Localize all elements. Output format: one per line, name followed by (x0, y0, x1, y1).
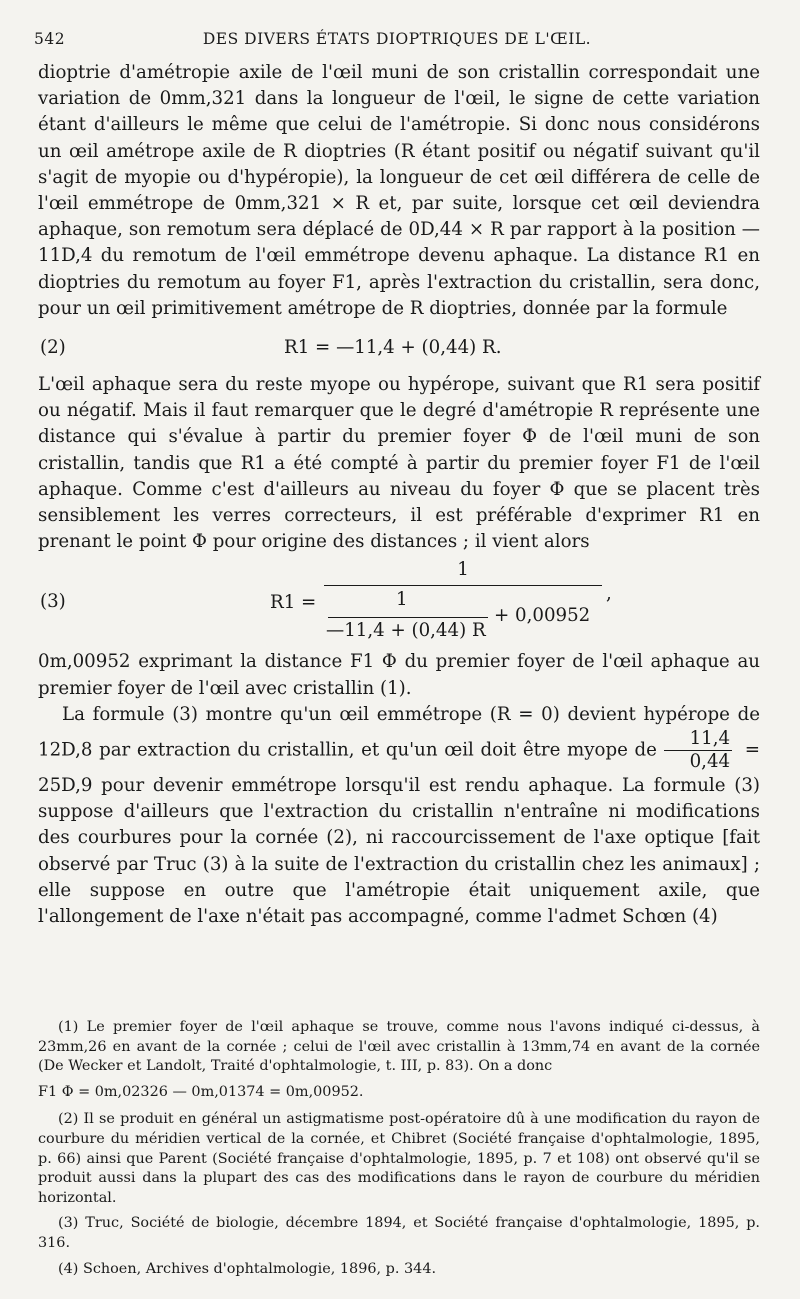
footnote-4: (4) Schoen, Archives d'ophtalmologie, 1896, p. 344. (58, 1260, 437, 1277)
equation-3-constant: + 0,00952 (494, 605, 591, 627)
page-header (34, 26, 760, 52)
inline-fraction-denominator: 0,44 (689, 751, 731, 773)
equation-2-label: (2) (40, 337, 66, 359)
running-title: DES DIVERS ÉTATS DIOPTRIQUES DE L'ŒIL. (202, 30, 592, 48)
equation-3-comma: , (606, 583, 612, 605)
equation-3-fraction (324, 557, 612, 642)
footnote-1-formula: F1 Φ = 0m,02326 — 0m,01374 = 0m,00952. (38, 1083, 364, 1100)
fraction-bar (324, 585, 602, 586)
footnote-3: (3) Truc, Société de biologie, décembre 1894, et Société française d'ophtalmologie, 1895, p. 316. (38, 1215, 760, 1251)
equation-2-formula: R1 = —11,4 + (0,44) R. (284, 337, 502, 359)
inner-denominator: —11,4 + (0,44) R (326, 620, 486, 642)
equation-3-label: (3) (40, 591, 66, 613)
main-text (38, 60, 760, 930)
equation-3-lhs: R1 = (270, 592, 317, 614)
paragraph-4 (38, 702, 760, 930)
inline-fraction (664, 728, 733, 773)
footnotes (38, 1018, 760, 1279)
footnote-1: (1) Le premier foyer de l'œil aphaque se trouve, comme nous l'avons indiqué ci-dessus, à 23mm,26 en avant de la cornée ; celui de l'œil avec cristallin à 13mm,74 en avant de la cornée (De Wecker et Landolt, Traité d'ophtalmologie, t. III, p. 83). On a donc (38, 1019, 760, 1075)
equation-3 (38, 557, 760, 649)
page-number: 542 (34, 30, 66, 48)
paragraph-3: 0m,00952 exprimant la distance F1 Φ du premier foyer de l'œil aphaque au premier foyer de l'œil avec cristallin (1). (38, 651, 760, 699)
inner-numerator: 1 (396, 589, 408, 611)
paragraph-2: L'œil aphaque sera du reste myope ou hypérope, suivant que R1 sera positif ou négatif. Mais il faut remarquer que le degré d'amétropie R représente une distance qui s'évalue à partir du premier foyer Φ de l'œil muni de son cristallin, tandis que R1 a été compté à partir du premier foyer F1 de l'œil aphaque. Comme c'est d'ailleurs au niveau du foyer Φ que se placent très sensiblement les verres correcteurs, il est préférable d'exprimer R1 en prenant le point Φ pour origine des distances ; il vient alors (38, 374, 760, 553)
paragraph-4-start: La formule (3) montre qu'un œil emmétrope (R = 0) devient hypérope de 12D,8 par extraction du cristallin, et qu'un œil doit être myope de (38, 703, 760, 761)
footnote-2: (2) Il se produit en général un astigmatisme post-opératoire dû à une modification du rayon de courbure du méridien vertical de la cornée, et Chibret (Société française d'ophtalmologie, 1895, p. 66) ainsi que Parent (Société française d'ophtalmologie, 1895, p. 7 et 108) ont observé qu'il se produit aussi dans la plupart des cas des modifications dans le rayon de courbure du méridien horizontal. (38, 1111, 760, 1206)
equation-2 (38, 322, 760, 372)
equation-3-numerator: 1 (457, 559, 469, 581)
inline-fraction-numerator: 11,4 (664, 728, 733, 751)
paragraph-4-end: = 25D,9 pour devenir emmétrope lorsqu'il est rendu aphaque. La formule (3) suppose d'ailleurs que l'extraction du cristallin n'entraîne ni modifications des courbures pour la cornée (2), ni raccourcissement de l'axe optique [fait observé par Truc (3) à la suite de l'extraction du cristallin chez les animaux] ; elle suppose en outre que l'amétropie était uniquement axile, que l'allongement de l'axe n'était pas accompagné, comme l'admet Schœn (4) (38, 739, 760, 928)
paragraph-1: dioptrie d'amétropie axile de l'œil muni de son cristallin correspondait une variation de 0mm,321 dans la longueur de l'œil, le signe de cette variation étant d'ailleurs le même que celui de l'amétropie. Si donc nous considérons un œil amétrope axile de R dioptries (R étant positif ou négatif suivant qu'il s'agit de myopie ou d'hypéropie), la longueur de cet œil différera de celle de l'œil emmétrope de 0mm,321 × R et, par suite, lorsque cet œil deviendra aphaque, son remotum sera déplacé de 0D,44 × R par rapport à la position —11D,4 du remotum de l'œil emmétrope devenu aphaque. La distance R1 en dioptries du remotum au foyer F1, après l'extraction du cristallin, sera donc, pour un œil primitivement amétrope de R dioptries, donnée par la formule (38, 62, 760, 319)
